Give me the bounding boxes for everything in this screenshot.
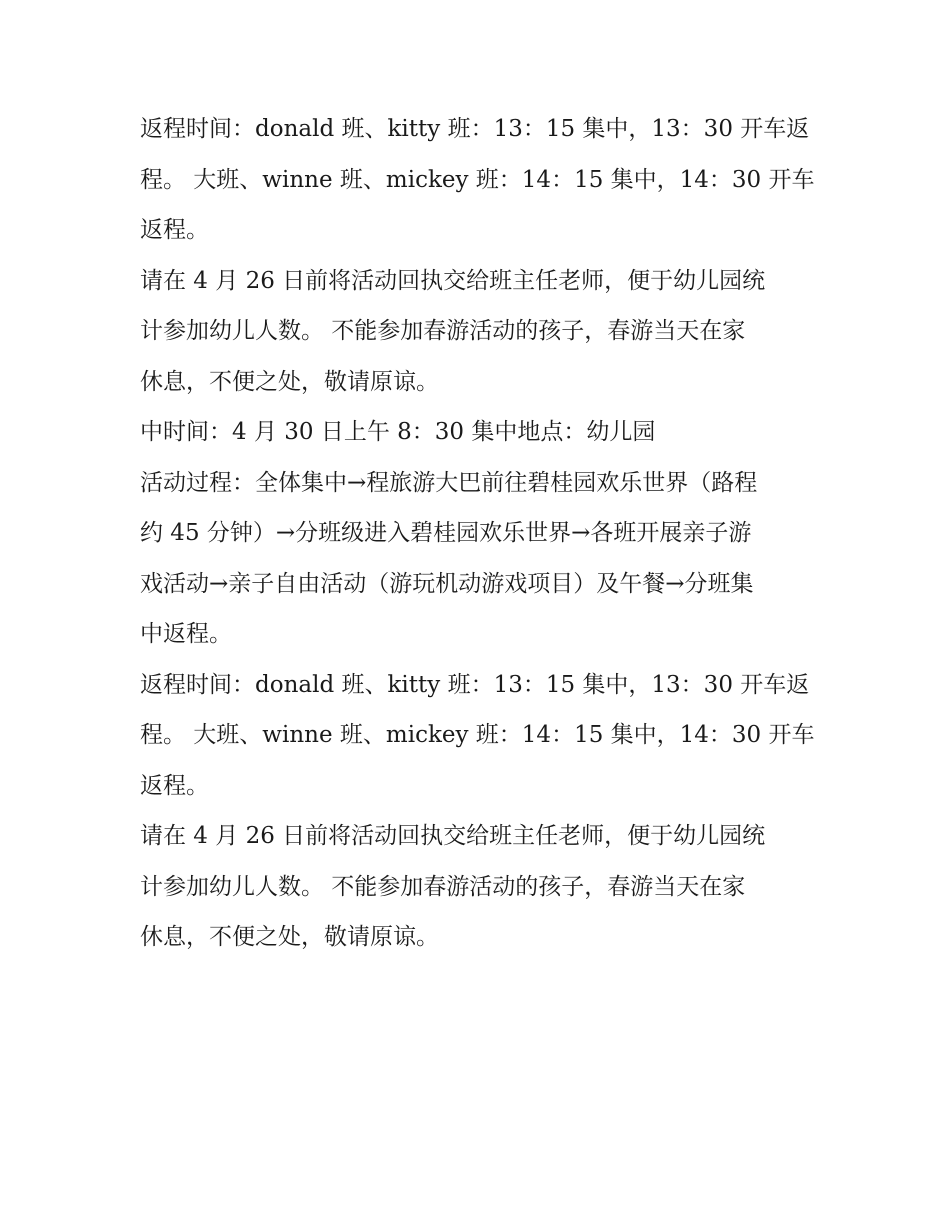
paragraph-return-time-repeat: 返程时间：donald 班、kitty 班：13：15 集中，13：30 开车返 程。 大班、winne 班、mickey 班：14：15 集中，14：30 开车 返程。 xyxy=(140,671,815,799)
paragraph-return-time: 返程时间：donald 班、kitty 班：13：15 集中，13：30 开车返 程。 大班、winne 班、mickey 班：14：15 集中，14：30 开车 返程。 xyxy=(140,116,815,243)
paragraph-meeting-time-place: 中时间：4 月 30 日上午 8：30 集中地点：幼儿园 xyxy=(140,419,656,445)
paragraph-reply-notice-repeat: 请在 4 月 26 日前将活动回执交给班主任老师，便于幼儿园统 计参加幼儿人数。 不能参加春游活动的孩子，春游当天在家 休息，不便之处，敬请原谅。 xyxy=(140,823,766,950)
document-body xyxy=(140,104,820,963)
paragraph-reply-notice: 请在 4 月 26 日前将活动回执交给班主任老师，便于幼儿园统 计参加幼儿人数。 不能参加春游活动的孩子，春游当天在家 休息，不便之处，敬请原谅。 xyxy=(140,267,766,395)
paragraph-activity-process: 活动过程：全体集中→程旅游大巴前往碧桂园欢乐世界（路程 约 45 分钟）→分班级进入碧桂园欢乐世界→各班开展亲子游 戏活动→亲子自由活动（游玩机动游戏项目）及午餐→分班集 中返程。 xyxy=(140,469,758,647)
